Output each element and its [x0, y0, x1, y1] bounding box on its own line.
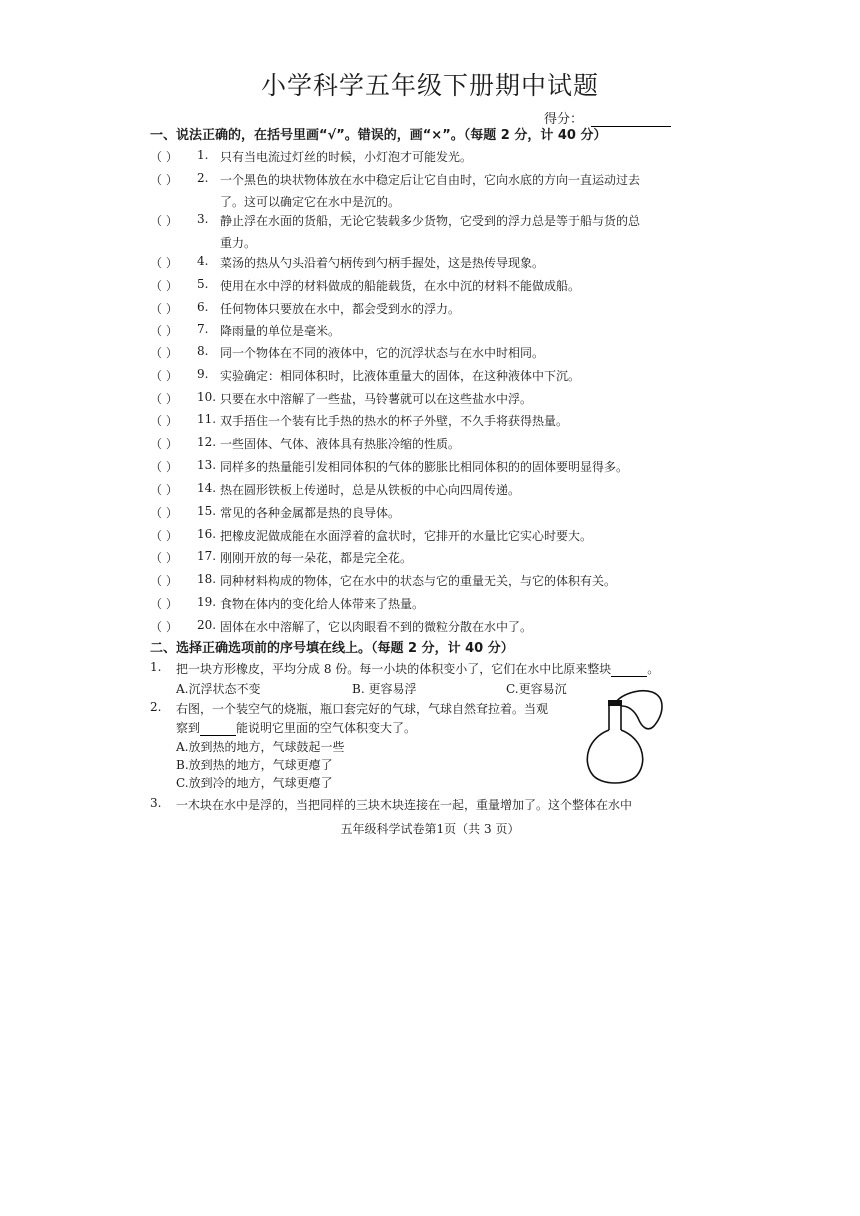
answer-parentheses[interactable]: （ ）: [150, 392, 178, 406]
answer-parentheses[interactable]: （ ）: [150, 369, 178, 383]
mc-option-2c: C.放到冷的地方，气球更瘪了: [176, 776, 333, 790]
mc-question-2-line2: [176, 719, 416, 736]
question-text: 刚刚开放的每一朵花，都是完全花。: [220, 551, 413, 565]
mc-question-2-line2-post: 能说明它里面的空气体积变大了。: [236, 721, 417, 735]
answer-parentheses[interactable]: （ ）: [150, 460, 178, 474]
question-text: 一些固体、气体、液体具有热胀冷缩的性质。: [220, 437, 461, 451]
mc-question-1-text: 把一块方形橡皮，平均分成 8 份。每一小块的体积变小了，它们在水中比原来整块: [176, 662, 612, 676]
answer-parentheses[interactable]: （ ）: [150, 173, 178, 187]
question-text: 降雨量的单位是毫米。: [220, 324, 341, 338]
question-text: 使用在水中浮的材料做成的船能载货，在水中沉的材料不能做成船。: [220, 279, 581, 293]
question-number: 19.: [197, 595, 217, 609]
mc-question-2-number: 2.: [150, 700, 162, 714]
page-footer: 五年级科学试卷第1页（共 3 页）: [340, 822, 520, 836]
mc-question-2-line2-pre: 察到: [176, 721, 201, 735]
answer-parentheses[interactable]: （ ）: [150, 574, 178, 588]
question-number: 7.: [197, 322, 209, 336]
question-number: 20.: [197, 618, 217, 632]
answer-parentheses[interactable]: （ ）: [150, 324, 178, 338]
answer-parentheses[interactable]: （ ）: [150, 437, 178, 451]
score-label: 得分：: [544, 112, 584, 127]
question-number: 14.: [197, 481, 217, 495]
answer-parentheses[interactable]: （ ）: [150, 551, 178, 565]
question-number: 1.: [197, 148, 209, 162]
question-text: 实验确定：相同体积时，比液体重量大的固体，在这种液体中下沉。: [220, 369, 581, 383]
question-text: 同一个物体在不同的液体中，它的沉浮状态与在水中时相同。: [220, 346, 545, 360]
mc-option-2b: B.放到热的地方，气球更瘪了: [176, 758, 333, 772]
question-text: 把橡皮泥做成能在水面浮着的盒状时，它排开的水量比它实心时要大。: [220, 529, 593, 543]
mc-question-3-number: 3.: [150, 796, 162, 810]
question-text: 双手捂住一个装有比手热的热水的杯子外壁，不久手将获得热量。: [220, 414, 569, 428]
question-number: 3.: [197, 212, 209, 226]
section2-header: 二、选择正确选项前的序号填在线上。（每题 2 分，计 40 分）: [150, 641, 514, 656]
answer-parentheses[interactable]: （ ）: [150, 346, 178, 360]
flask-icon: [578, 688, 668, 792]
question-text: 一个黑色的块状物体放在水中稳定后让它自由时，它向水底的方向一直运动过去: [220, 173, 641, 187]
answer-parentheses[interactable]: （ ）: [150, 302, 178, 316]
page-title: 小学科学五年级下册期中试题: [260, 71, 599, 100]
question-text: 静止浮在水面的货船，无论它装载多少货物，它受到的浮力总是等于船与货的总: [220, 214, 641, 228]
answer-parentheses[interactable]: （ ）: [150, 256, 178, 270]
answer-parentheses[interactable]: （ ）: [150, 597, 178, 611]
question-text: 常见的各种金属都是热的良导体。: [220, 506, 401, 520]
mc-answer-blank-2[interactable]: [200, 724, 236, 736]
mc-option-1c: C.更容易沉: [506, 682, 567, 696]
answer-parentheses[interactable]: （ ）: [150, 506, 178, 520]
question-number: 16.: [197, 527, 217, 541]
answer-parentheses[interactable]: （ ）: [150, 483, 178, 497]
question-number: 10.: [197, 390, 217, 404]
question-text: 热在圆形铁板上传递时，总是从铁板的中心向四周传递。: [220, 483, 521, 497]
question-number: 15.: [197, 504, 217, 518]
question-text-continued: 重力。: [220, 236, 257, 250]
question-text-continued: 了。这可以确定它在水中是沉的。: [220, 195, 401, 209]
mc-answer-blank-1[interactable]: [611, 665, 647, 677]
question-text: 任何物体只要放在水中，都会受到水的浮力。: [220, 302, 461, 316]
question-number: 18.: [197, 572, 217, 586]
section1-header: 一、说法正确的，在括号里画“√”。错误的，画“×”。（每题 2 分，计 40 分）: [150, 128, 607, 143]
question-text: 同种材料构成的物体，它在水中的状态与它的重量无关，与它的体积有关。: [220, 574, 617, 588]
question-text: 固体在水中溶解了，它以肉眼看不到的微粒分散在水中了。: [220, 620, 533, 634]
question-number: 4.: [197, 254, 209, 268]
answer-parentheses[interactable]: （ ）: [150, 214, 178, 228]
mc-question-2-line1: 右图，一个装空气的烧瓶，瓶口套完好的气球，气球自然耷拉着。当观: [176, 702, 549, 716]
question-number: 9.: [197, 367, 209, 381]
mc-question-3-text: 一木块在水中是浮的，当把同样的三块木块连接在一起，重量增加了。这个整体在水中: [176, 798, 633, 812]
answer-parentheses[interactable]: （ ）: [150, 414, 178, 428]
question-text: 同样多的热量能引发相同体积的气体的膨胀比相同体积的的固体要明显得多。: [220, 460, 629, 474]
question-number: 12.: [197, 435, 217, 449]
mc-question-1-number: 1.: [150, 660, 162, 674]
question-number: 17.: [197, 549, 217, 563]
mc-option-1b: B. 更容易浮: [352, 682, 417, 696]
question-number: 13.: [197, 458, 217, 472]
question-text: 只有当电流过灯丝的时候，小灯泡才可能发光。: [220, 150, 473, 164]
question-number: 6.: [197, 300, 209, 314]
question-number: 11.: [197, 412, 217, 426]
answer-parentheses[interactable]: （ ）: [150, 620, 178, 634]
question-number: 5.: [197, 277, 209, 291]
mc-question-1-end: 。: [647, 662, 660, 676]
mc-question-1: [176, 660, 659, 677]
mc-option-1a: A.沉浮状态不变: [176, 682, 261, 696]
mc-option-2a: A.放到热的地方，气球鼓起一些: [176, 740, 345, 754]
question-text: 只要在水中溶解了一些盐，马铃薯就可以在这些盐水中浮。: [220, 392, 533, 406]
answer-parentheses[interactable]: （ ）: [150, 150, 178, 164]
question-text: 食物在体内的变化给人体带来了热量。: [220, 597, 425, 611]
question-text: 菜汤的热从勺头沿着勺柄传到勺柄手握处，这是热传导现象。: [220, 256, 545, 270]
question-number: 2.: [197, 171, 209, 185]
question-number: 8.: [197, 344, 209, 358]
answer-parentheses[interactable]: （ ）: [150, 279, 178, 293]
answer-parentheses[interactable]: （ ）: [150, 529, 178, 543]
